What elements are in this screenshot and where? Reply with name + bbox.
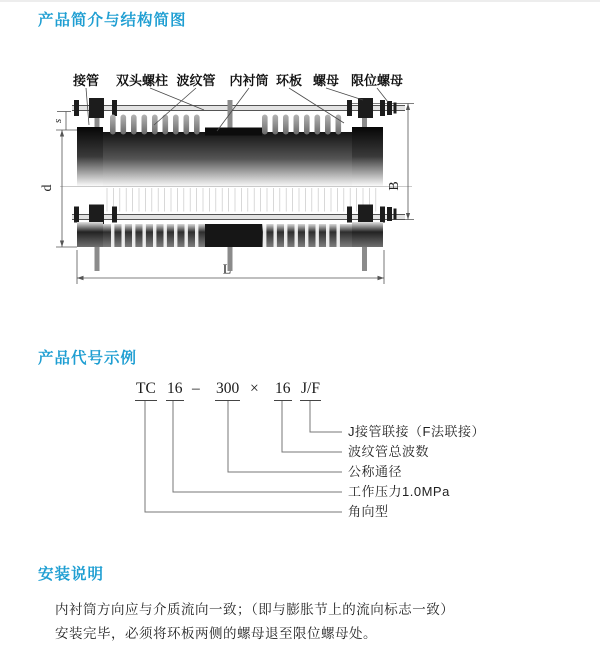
- part-label-bellows: 波纹管: [176, 73, 216, 88]
- part-label-stud-bolt: 双头螺柱: [115, 73, 169, 88]
- callout-nominal-diameter: 公称通径: [348, 464, 403, 479]
- callout-wave-count: 波纹管总波数: [348, 444, 430, 459]
- callout-angular-type: 角向型: [348, 504, 389, 519]
- dim-label-s: s: [52, 118, 64, 124]
- code-segment-waves: 16: [274, 380, 292, 401]
- part-label-limit-nut: 限位螺母: [350, 73, 404, 88]
- section-title-code: 产品代号示例: [38, 350, 138, 367]
- code-segment-pressure: 16: [166, 380, 184, 401]
- install-instruction-line1: 内衬筒方向应与介质流向一致；（即与膨胀节上的流向标志一致）: [55, 602, 455, 617]
- code-segment-connection: J/F: [300, 380, 321, 401]
- code-segment-diameter: 300: [215, 380, 240, 401]
- code-segment-times: ×: [250, 380, 259, 397]
- joint-body-upper: [77, 127, 383, 186]
- callout-connection-type: J接管联接（F法联接）: [348, 424, 485, 439]
- dim-label-L: L: [222, 262, 232, 278]
- page-top-edge: [0, 0, 600, 2]
- part-label-nut: 螺母: [312, 73, 340, 88]
- dim-label-d: d: [40, 184, 55, 192]
- section-hatch-lower: [107, 188, 376, 212]
- code-segment-dash: –: [192, 380, 200, 397]
- section-title-intro: 产品简介与结构简图: [38, 12, 187, 29]
- dimension-B: [406, 104, 410, 220]
- install-instruction-line2: 安装完毕，必须将环板两侧的螺母退至限位螺母处。: [55, 626, 377, 641]
- dim-label-B: B: [387, 181, 402, 191]
- part-label-connecting-pipe: 接管: [72, 73, 100, 88]
- section-title-install: 安装说明: [38, 566, 105, 583]
- code-segment-type: TC: [135, 380, 157, 401]
- dimension-d: [56, 130, 77, 247]
- callout-working-pressure: 工作压力1.0MPa: [348, 484, 450, 499]
- structure-diagram: [30, 60, 480, 310]
- part-label-inner-sleeve: 内衬筒: [229, 73, 269, 88]
- part-label-ring-plate: 环板: [275, 73, 303, 88]
